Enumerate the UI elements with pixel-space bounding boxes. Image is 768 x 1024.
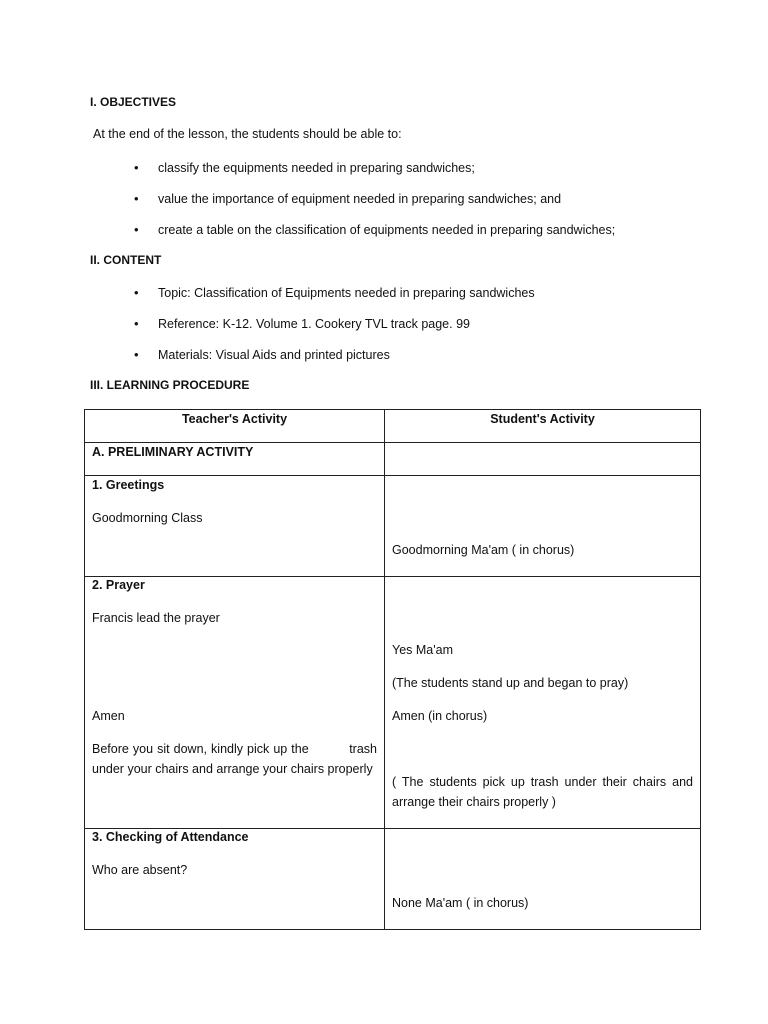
section-content-heading: II. CONTENT bbox=[90, 253, 162, 267]
prayer-student-stand: (The students stand up and began to pray) bbox=[392, 676, 629, 690]
greetings-student-text: Goodmorning Ma'am ( in chorus) bbox=[392, 543, 575, 557]
content-item-reference: • Reference: K-12. Volume 1. Cookery TVL track page. 99 bbox=[158, 317, 470, 331]
attendance-title: 3. Checking of Attendance bbox=[92, 830, 249, 844]
attendance-teacher-text: Who are absent? bbox=[92, 863, 188, 877]
table-row bbox=[85, 476, 701, 577]
header-student-activity: Student's Activity bbox=[385, 410, 701, 443]
prayer-teacher-instruction-line1: Before you sit down, kindly pick up the trash bbox=[92, 742, 377, 756]
empty-cell bbox=[385, 443, 701, 476]
objectives-intro: At the end of the lesson, the students should be able to: bbox=[93, 127, 402, 141]
preliminary-activity-label: A. PRELIMINARY ACTIVITY bbox=[85, 443, 385, 476]
table-header-row bbox=[85, 410, 701, 443]
section-objectives-heading: I. OBJECTIVES bbox=[90, 95, 177, 109]
greetings-teacher-text: Goodmorning Class bbox=[92, 511, 203, 525]
section-procedure-heading: III. LEARNING PROCEDURE bbox=[90, 378, 250, 392]
table-row bbox=[85, 443, 701, 476]
prayer-teacher-cell bbox=[85, 577, 385, 829]
prayer-student-trash-line1: ( The students pick up trash under their chairs and bbox=[392, 775, 693, 789]
prayer-student-yes: Yes Ma'am bbox=[392, 643, 453, 657]
prayer-student-amen: Amen (in chorus) bbox=[392, 709, 488, 723]
objective-item: • value the importance of equipment needed in preparing sandwiches; and bbox=[158, 192, 561, 206]
prayer-student-cell bbox=[385, 577, 701, 829]
content-item-topic: • Topic: Classification of Equipments needed in preparing sandwiches bbox=[158, 286, 535, 300]
objective-item: • create a table on the classification of equipments needed in preparing sandwiches; bbox=[158, 223, 615, 237]
prayer-teacher-text: Francis lead the prayer bbox=[92, 611, 220, 625]
attendance-student-cell bbox=[385, 829, 701, 930]
prayer-title: 2. Prayer bbox=[92, 578, 145, 592]
table-row bbox=[85, 829, 701, 930]
prayer-teacher-instruction-line2: under your chairs and arrange your chairs properly bbox=[92, 762, 373, 776]
header-teacher-activity: Teacher's Activity bbox=[85, 410, 385, 443]
table-row bbox=[85, 577, 701, 829]
greetings-student-cell bbox=[385, 476, 701, 577]
attendance-teacher-cell bbox=[85, 829, 385, 930]
greetings-teacher-cell bbox=[85, 476, 385, 577]
prayer-student-trash-line2: arrange their chairs properly ) bbox=[392, 795, 556, 809]
prayer-teacher-amen: Amen bbox=[92, 709, 125, 723]
content-item-materials: • Materials: Visual Aids and printed pictures bbox=[158, 348, 390, 362]
greetings-title: 1. Greetings bbox=[92, 478, 165, 492]
learning-procedure-table bbox=[84, 409, 701, 930]
attendance-student-text: None Ma'am ( in chorus) bbox=[392, 896, 529, 910]
objective-item: • classify the equipments needed in preparing sandwiches; bbox=[158, 161, 475, 175]
